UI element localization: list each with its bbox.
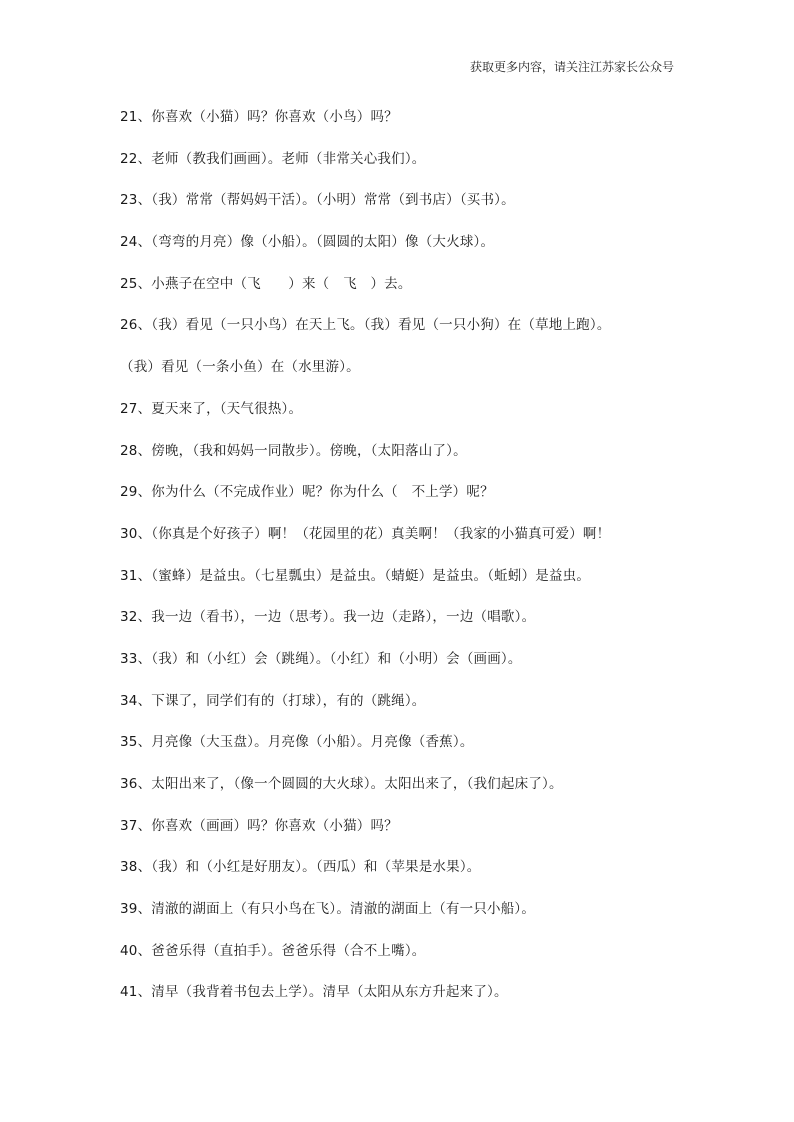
sentence-line: 23、（我）常常（帮妈妈干活）。（小明）常常（到书店）（买书）。 [120, 192, 515, 209]
sentence-line: 21、你喜欢（小猫）吗？你喜欢（小鸟）吗？ [120, 109, 398, 125]
sentence-line: （我）看见（一条小鱼）在（水里游）。 [120, 359, 360, 376]
sentence-line: 32、我一边（看书），一边（思考）。我一边（走路），一边（唱歌）。 [120, 609, 536, 626]
sentence-list [120, 107, 734, 1024]
sentence-line: 35、月亮像（大玉盘）。月亮像（小船）。月亮像（香蕉）。 [120, 734, 474, 751]
sentence-line: 36、太阳出来了，（像一个圆圆的大火球）。太阳出来了，（我们起床了）。 [120, 776, 563, 792]
sentence-line: 41、清早（我背着书包去上学）。清早（太阳从东方升起来了）。 [120, 984, 508, 1001]
sentence-line: 34、下课了，同学们有的（打球），有的（跳绳）。 [120, 692, 426, 709]
sentence-line: 33、（我）和（小红）会（跳绳）。（小红）和（小明）会（画画）。 [120, 650, 522, 667]
sentence-line: 26、（我）看见（一只小鸟）在天上飞。（我）看见（一只小狗）在（草地上跑）。 [120, 317, 611, 334]
header-note: 获取更多内容，请关注江苏家长公众号 [469, 60, 674, 74]
sentence-line: 24、（弯弯的月亮）像（小船）。（圆圆的太阳）像（大火球）。 [120, 234, 495, 251]
sentence-line: 38、（我）和（小红是好朋友）。（西瓜）和（苹果是水果）。 [120, 859, 481, 876]
sentence-line: 31、（蜜蜂）是益虫。（七星瓢虫）是益虫。（蜻蜓）是益虫。（蚯蚓）是益虫。 [120, 567, 591, 584]
sentence-line: 37、你喜欢（画画）吗？你喜欢（小猫）吗？ [120, 817, 398, 834]
sentence-line: 39、清澈的湖面上（有只小鸟在飞）。清澈的湖面上（有一只小船）。 [120, 901, 536, 918]
sentence-line: 28、傍晚，（我和妈妈一同散步）。傍晚，（太阳落山了）。 [120, 442, 467, 459]
sentence-line: 27、夏天来了，（天气很热）。 [120, 400, 303, 417]
sentence-line: 29、你为什么（不完成作业）呢？你为什么（ 不上学）呢？ [120, 484, 494, 501]
sentence-line: 40、爸爸乐得（直拍手）。爸爸乐得（合不上嘴）。 [120, 942, 426, 959]
sentence-line: 22、老师（教我们画画）。老师（非常关心我们）。 [120, 150, 426, 167]
sentence-line: 25、小燕子在空中（飞 ）来（ 飞 ）去。 [120, 275, 412, 292]
sentence-line: 30、（你真是个好孩子）啊！（花园里的花）真美啊！（我家的小猫真可爱）啊！ [120, 525, 611, 542]
